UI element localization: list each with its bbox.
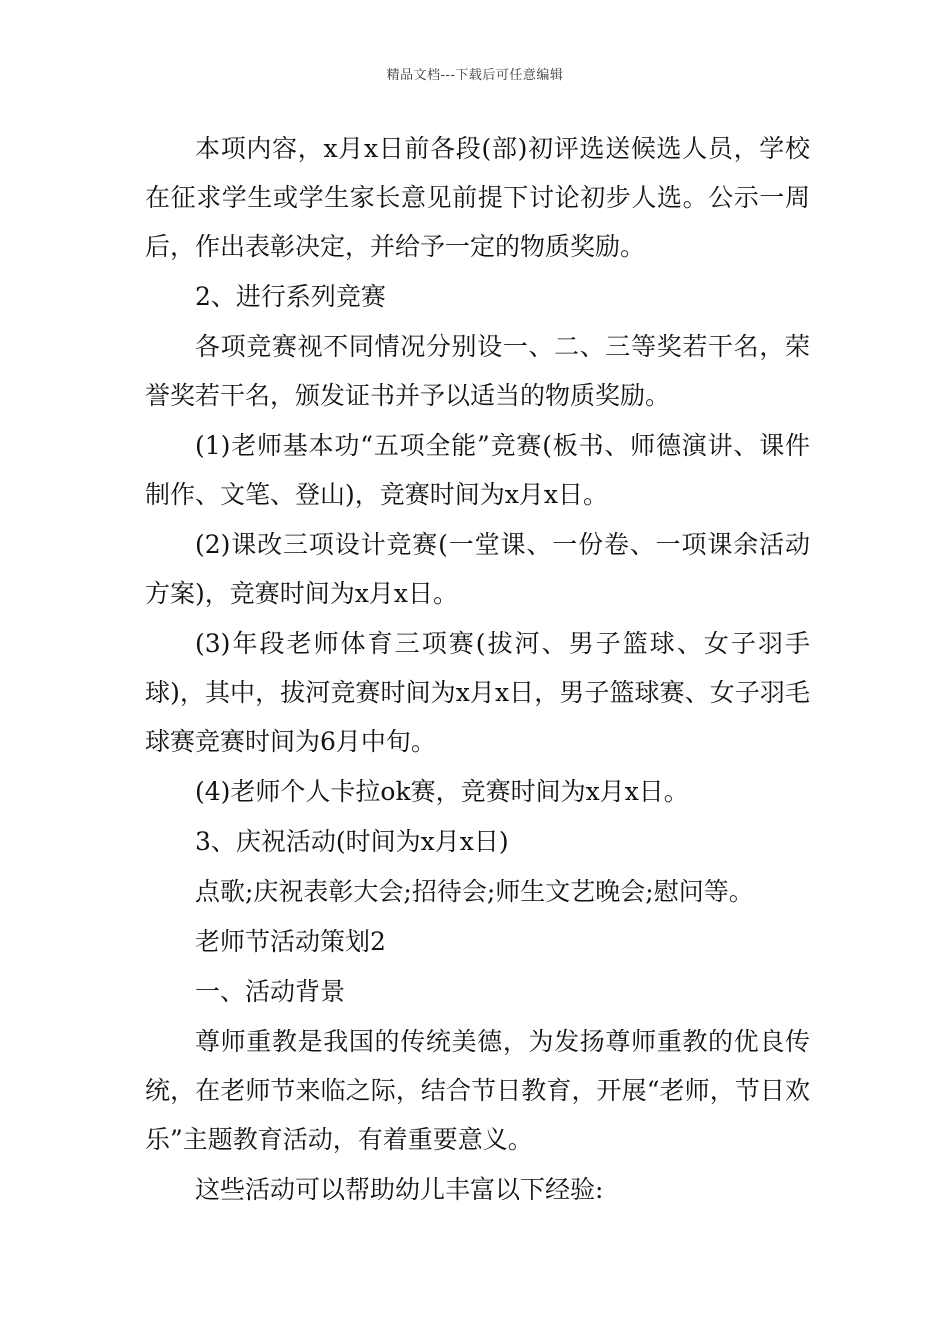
paragraph-competition-awards: 各项竞赛视不同情况分别设一、二、三等奖若干名，荣誉奖若干名，颁发证书并予以适当的物质奖励。 [145,332,810,410]
page-header: 精品文档---下载后可任意编辑 [386,68,564,83]
heading-series-competitions: 2、进行系列竞赛 [195,282,386,311]
list-item-competition-1: (1)老师基本功“五项全能”竞赛(板书、师德演讲、课件制作、文笔、登山)，竞赛时间为x月x日。 [145,431,810,509]
paragraph-selection-process: 本项内容，x月x日前各段(部)初评选送候选人员，学校在征求学生或学生家长意见前提下讨论初步人选。公示一周后，作出表彰决定，并给予一定的物质奖励。 [145,134,810,261]
paragraph-celebration-list: 点歌;庆祝表彰大会;招待会;师生文艺晚会;慰问等。 [195,877,754,906]
paragraph-experience-intro: 这些活动可以帮助幼儿丰富以下经验: [195,1175,604,1204]
section-title-plan-2: 老师节活动策划2 [195,927,386,956]
list-item-competition-3: (3)年段老师体育三项赛(拔河、男子篮球、女子羽手球)，其中，拔河竞赛时间为x月x日，男子篮球赛、女子羽毛球赛竞赛时间为6月中旬。 [145,629,810,756]
list-item-competition-2: (2)课改三项设计竞赛(一堂课、一份卷、一项课余活动方案)，竞赛时间为x月x日。 [145,530,810,608]
heading-activity-background: 一、活动背景 [195,977,346,1006]
paragraph-background: 尊师重教是我国的传统美德，为发扬尊师重教的优良传统，在老师节来临之际，结合节日教育，开展“老师，节日欢乐”主题教育活动，有着重要意义。 [145,1027,810,1154]
heading-celebration-activities: 3、庆祝活动(时间为x月x日) [195,827,509,856]
list-item-competition-4: (4)老师个人卡拉ok赛，竞赛时间为x月x日。 [195,777,689,806]
document-body [145,124,810,1215]
